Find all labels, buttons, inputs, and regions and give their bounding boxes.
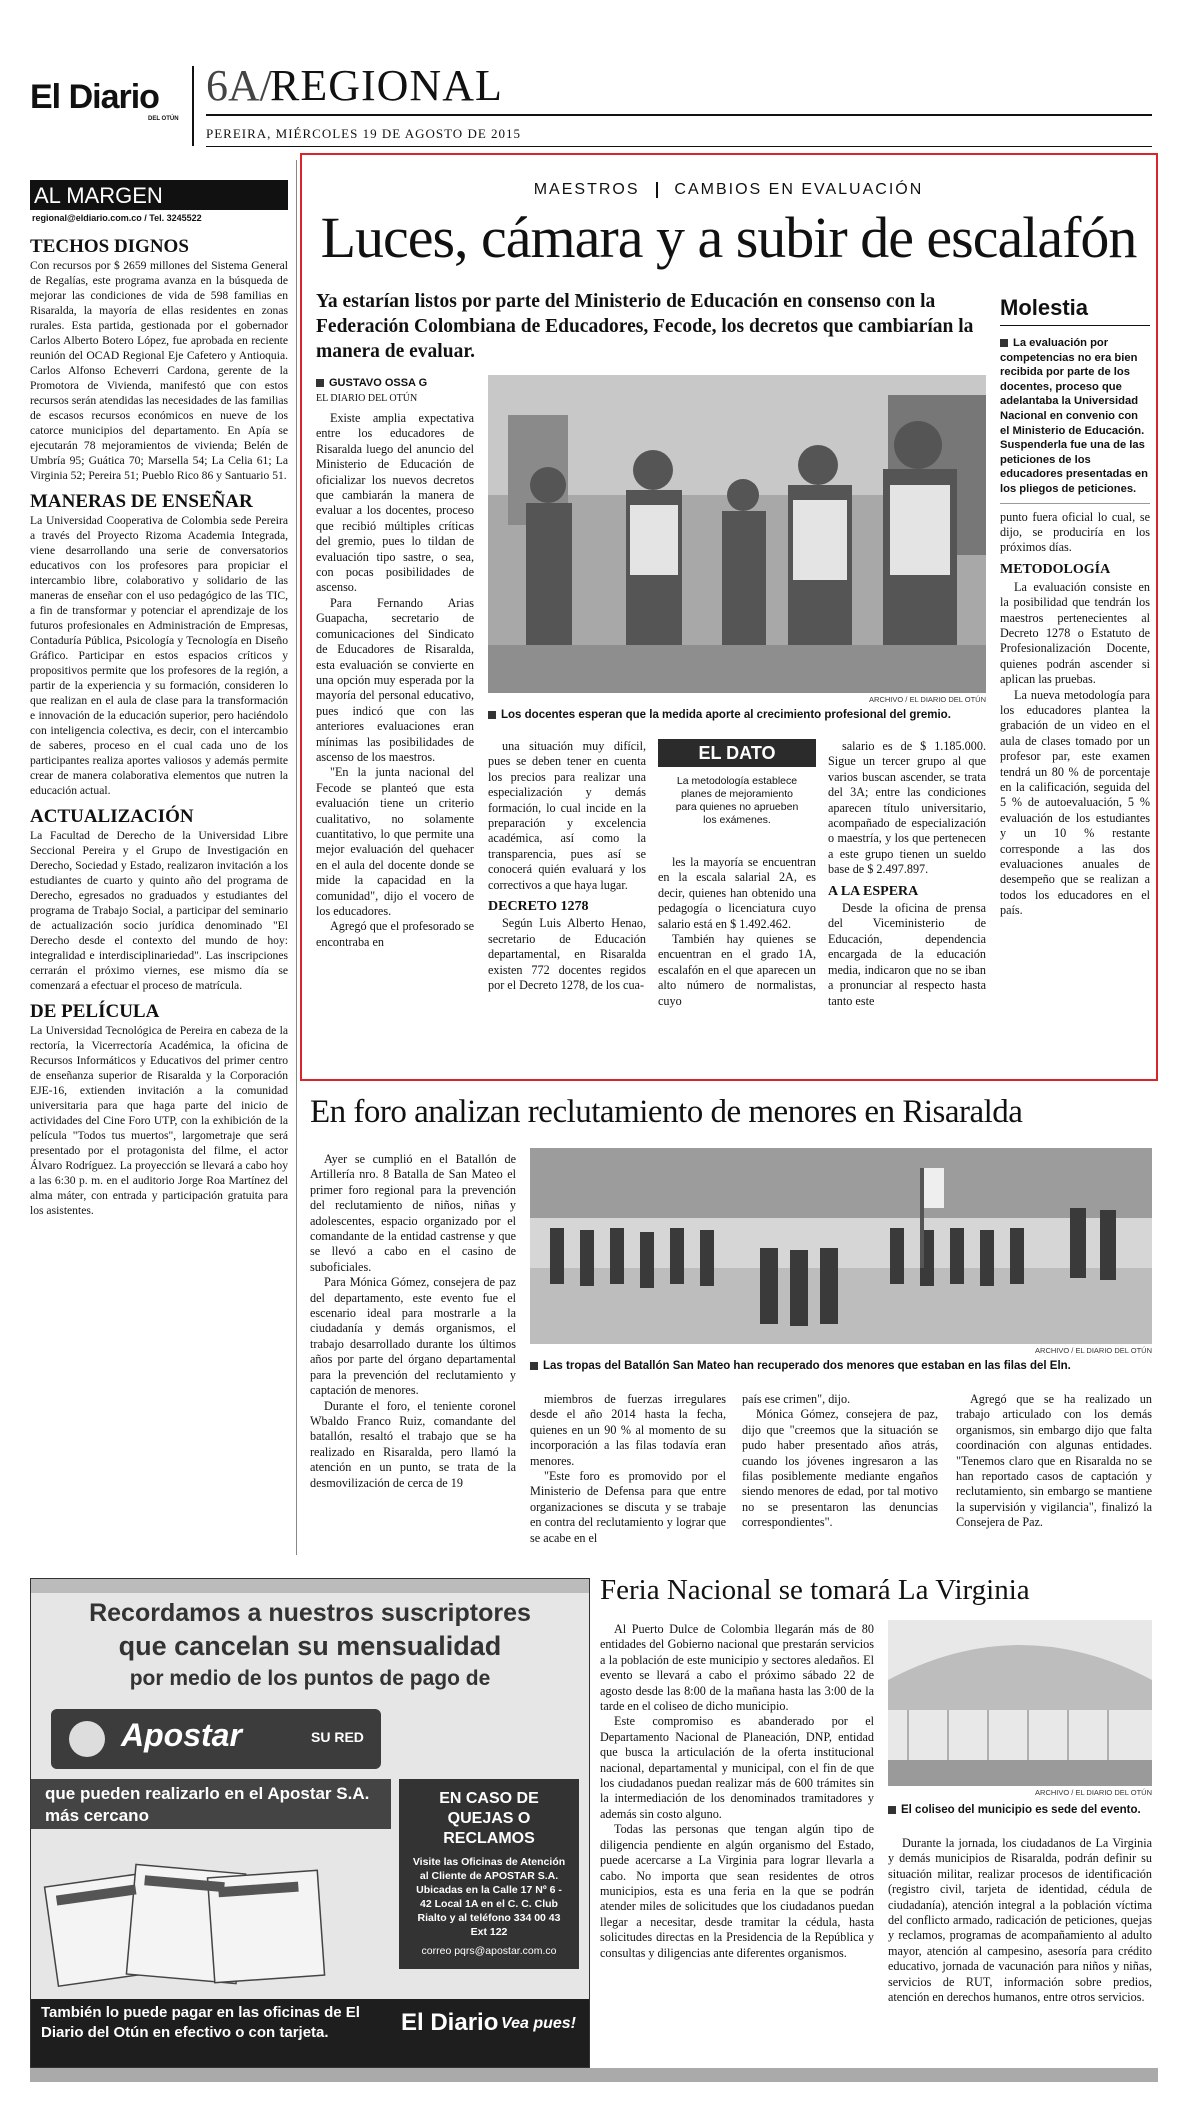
byline: GUSTAVO OSSA G: [316, 377, 427, 389]
headline: Luces, cámara y a subir de escalafón: [320, 205, 1137, 270]
troops-photo-credit: ARCHIVO / EL DIARIO DEL OTÚN: [1035, 1346, 1152, 1355]
sidebar-heading: ACTUALIZACIÓN: [30, 806, 194, 827]
metodologia-text: La evaluación consiste en la posibilidad que tendrán los maestros pertenecientes al Decreto 1278 o Estatuto de Profesionalización Docente, quienes podrán ascender si aplican las pruebas. La nueva metodología para los educadores plantea la grabación de un video en el aula de clases tomado por un profesor par, este examen tendrá un 80 % de porcentaje en la calificación, seguida del 5 % de autoevaluación, 5 % evaluación de los estudiantes y un 10 % restante corresponde a las dos evaluaciones anuales de desempeño que se realizan a todos los educadores en el país.: [1000, 579, 1150, 918]
foro-col-1: Ayer se cumplió en el Batallón de Artillería nro. 8 Batalla de San Mateo el primer foro regional para la prevención del reclutamiento de niños, niñas y adolescentes, espacio organizado por el comandante de la entidad castrense y que se llevó a cabo en el casino de suboficiales. Para Mónica Gómez, consejera de paz del departamento, este evento fue el escenario ideal para mostrarle a la ciudadanía y demás organismos, el trabajo desarrollado durante los últimos años por parte del órgano departamental para la prevención del reclutamiento y captación de menores. Durante el foro, el teniente coronel Wbaldo Franco Ruiz, comandante del batallón, resaltó el trabajo que se ha realizado en Risaralda, pero llamó la atención en un punto, se trata de la desmovilización de cerca de 19: [310, 1152, 516, 1490]
lead-col-4: salario es de $ 1.185.000. Sigue un tercer grupo al que varios buscan ascender, se trata del 3A; entre las condiciones aparecen título universitario, acompañado de especialización o maestría, y los que pertenecen a este grupo tienen un sueldo base de $ 2.497.897. A LA ESPERA Desde la oficina de prensa del Viceministerio de Educación, dependencia encargada de la educación media, indicaron que no se iban a pronunciar al respecto hasta tanto este: [828, 739, 986, 1008]
quejas-mail: correo pqrs@apostar.com.co: [421, 1945, 557, 1957]
apostar-icon: [69, 1721, 105, 1757]
foro-headline: En foro analizan reclutamiento de menores en Risaralda: [310, 1094, 1023, 1130]
kicker: [302, 181, 1155, 199]
photo-caption: Los docentes esperan que la medida aporte al crecimiento profesional del gremio.: [488, 709, 1008, 721]
apostar-logo: [51, 1709, 381, 1769]
masthead: [30, 58, 1152, 148]
feria-col-2: Durante la jornada, los ciudadanos de La Virginia y demás municipios de Risaralda, podrán definir su situación militar, realizar procesos de identificación (registro civil, tarjeta de identidad, cédula de ciudadanía), atención integral a la población víctima del conflicto armado, radicación de peticiones, quejas y reclamos, programas de acompañamiento al adulto mayor, atención al campesino, asesoría para crédito educativo, jornada de vacunación para niños y niñas, servicios de RUT, información sobre predios, atención en derechos humanos, entre otros servicios.: [888, 1836, 1152, 2005]
foro-col-3: país ese crimen", dijo. Mónica Gómez, consejera de paz, dijo que "creemos que la situación se pudo haber presentado años atrás, cuando los jóvenes ingresaron a las filas posiblemente mediante engaños siendo menores de edad, por tal motivo no se presentaron las denuncias correspondientes".: [742, 1392, 938, 1530]
newspapers-icon: [41, 1849, 381, 1989]
ad-bottom: También lo puede pagar en las oficinas de El Diario del Otún en efectivo o con tarjeta.: [41, 2004, 360, 2041]
byline-outlet: EL DIARIO DEL OTÚN: [316, 393, 418, 404]
apostar-brand: Apostar: [121, 1717, 242, 1753]
sidebar-item: [30, 236, 288, 483]
lead-col-2: una situación muy difícil, pues se deben tener en cuenta los precios para realizar una especialización y demás formación, lo cual incide en la preparación y excelencia académica, así como la transparencia, pues así se conocerá quién evaluará y los correctivos a que haya lugar. DECRETO 1278 Según Luis Alberto Henao, secretario de Educación departamental, en Risaralda existen 772 docentes regidos por el Decreto 1278, de los cua-: [488, 739, 646, 993]
section-title: REGIONAL: [270, 61, 503, 110]
ad-line-2: que cancelan su mensualidad: [118, 1631, 502, 1661]
sidebar-heading: TECHOS DIGNOS: [30, 236, 189, 257]
feria-col-1: Al Puerto Dulce de Colombia llegarán más de 80 entidades del Gobierno nacional que prestarán servicios a la población de este municipio y sectores aledaños. El evento se llevará a cabo el próximo sábado 22 de agosto desde las 8:00 de la mañana hasta las 3:00 de la tarde en el coliseo de dicho municipio. Este compromiso es abanderado por el Departamento Nacional de Planeación, DNP, entidad que busca la articulación de la oferta institucional nacional, departamental y municipal, con el fin de que los ciudadanos puedan realizar más de 600 trámites sin la intermediación de los denominados tramitadores y además sin costo alguno. Todas las personas que tengan algún tipo de diligencia pendiente en algún organismo del Estado, puede acercarse a La Virginia para lograr llevarla a cabo. No importa que sean residentes de otros municipios, esta es una feria en la que se podrán atender miles de solicitudes que los ciudadanos puedan llegar a necesitar, desde tramitar la cédula, hasta solicitudes directas en la Presidencia de la República y consultas y diligencias ante diferentes organismos.: [600, 1622, 874, 1960]
apostar-brand-2: SU RED: [311, 1729, 364, 1745]
troops-photo: [530, 1148, 1152, 1344]
logo-sub: DEL OTÚN: [148, 116, 179, 122]
foro-story: [310, 1092, 1158, 1562]
apostar-ad: [30, 1578, 590, 2068]
sidebar-heading: DE PELÍCULA: [30, 1001, 160, 1022]
kicker-left: MAESTROS: [533, 181, 640, 198]
crowd-illustration: [488, 375, 986, 693]
foro-col-4: Agregó que se ha realizado un trabajo articulado con los demás organismos, sin embargo dijo que falta coordinación con algunas entidades. "Tenemos claro que en Risaralda no se han reportado casos de captación y reclutamiento, sin embargo se mantiene la supervisión y vigilancia", finalizó la Consejera de Paz.: [956, 1392, 1152, 1530]
deck: Ya estarían listos por parte del Ministerio de Educación en consenso con la Federación Colombiana de Educadores, Fecode, los decretos que cambiarían la manera de evaluar.: [316, 291, 974, 362]
lead-story: [300, 153, 1158, 1081]
sidebar-text: La Facultad de Derecho de la Universidad Libre Seccional Pereira y el Grupo de Investigación en Derecho, Sociedad y Estado, realizaron invitación a los estudiantes de cuarto y quinto año del programa de Derecho, egresados no graduados y estudiantes del programa de Trabajo Social, a participar del seminario de actualización socio jurídica denominado "El Derecho desde el contexto del mundo de hoy: integralidad e interdisciplinariedad". Las inscripciones cerrarán el próximo viernes, ese mismo día se comenzará a efectuar el proceso de matrícula.: [30, 829, 288, 992]
sidebar-heading: MANERAS DE ENSEÑAR: [30, 491, 253, 512]
sidebar-item: [30, 806, 288, 993]
molestia-text: La evaluación por competencias no era bien recibida por parte de los docentes, proceso que adelantaba la Universidad Nacional en convenio con el Ministerio de Educación. Suspenderla fue una de las peticiones de los educadores presentadas en los pliegos de peticiones.: [1000, 337, 1148, 495]
ad-line-3: por medio de los puntos de pago de: [129, 1667, 491, 1690]
kicker-right: CAMBIOS EN EVALUACIÓN: [674, 181, 924, 198]
sidebar-text: La Universidad Cooperativa de Colombia sede Pereira a través del Proyecto Rizoma Academia Integrada, viene desarrollando una serie de conversatorios educativos con los profesores para propiciar el intercambio libre, colaborativo y solidario de las maneras de enseñar con el uso pedagógico de las TIC, a fin de transformar y potenciar el aprendizaje de los futuros profesionales en Administración de Empresas, Contaduría Pública, Psicología y Tecnología en Diseño Gráfico. Participar en estos espacios críticos y propositivos permite que los profesores de la región, a partir de la experiencia y su formación, consideren lo que realizan en el aula de clase para la transformación e innovación de la educación superior, pero haciéndolo con inteligencia colectiva, es decir, con el intercambio de saberes, proceso en el cual cada uno de los participantes realiza aportes valiosos y además permite crear de manera colaborativa elementos que nutren la educación actual.: [30, 514, 288, 797]
logo: El Diario: [30, 78, 159, 116]
ad-logo-eldiario: El Diario: [401, 2009, 499, 2036]
sidebar-text: Con recursos por $ 2659 millones del Sistema General de Regalías, este programa avanza en la búsqueda de mejorar las condiciones de vida de 598 familias en Risaralda, la mayoría de ellas residentes en zonas rurales. Esta partida, gestionada por el gobernador Carlos Alberto Botero López, fue aprobada en reciente reunión del OCAD Regional Eje Cafetero y Antioquia. Carlos Alfonso Echeverri Cardona, gerente de la Promotora de Vivienda, manifestó que con estos recursos serán atendidas las necesidades de las familias de escasos recursos económicos en nueve de los catorce municipios del departamento. En Apía se ejecutarán 78 mejoramientos de vivienda; Belén de Umbría 95; Guática 70; Marsella 54; La Celia 61; La Virginia 52; Pereira 51; Pueblo Rico 86 y Santuario 51.: [30, 259, 288, 482]
sidebar-contact: regional@eldiario.com.co / Tel. 3245522: [32, 213, 202, 223]
coliseo-photo: [888, 1620, 1152, 1786]
coliseo-illustration: [888, 1620, 1152, 1786]
quejas-title: EN CASO DE QUEJAS O RECLAMOS: [439, 1790, 539, 1847]
photo-credit: ARCHIVO / EL DIARIO DEL OTÚN: [869, 695, 986, 704]
sidebar-title: AL MARGEN: [30, 182, 288, 210]
coliseo-photo-caption: El coliseo del municipio es sede del evento.: [888, 1804, 1152, 1816]
dato-text: La metodología establece planes de mejoramiento para quienes no aprueben los exámenes.: [675, 775, 799, 826]
lead-col-1: Existe amplia expectativa entre los educadores de Risaralda luego del anuncio del Ministerio de Educación de oficializar los nuevos decretos que cambiarán la manera de evaluar a los docentes, proceso que recibió múltiples críticas del gremio, pues lo tildan de evaluación tipo sastre, o sea, con pocas posibilidades de ascenso. Para Fernando Arias Guapacha, secretario de comunicaciones del Sindicato de Educadores de Risaralda, esta evaluación se convierte en una opción muy esperada por la mayoría del personal educativo, pues indicó que con las anteriores evaluaciones eran mínimas las posibilidades de ascenso de los maestros. "En la junta nacional del Fecode se planteó que esta evaluación tiene un criterio cualitativo, no solamente cuantitativo, lo que permite una mejor evaluación del quehacer en el aula del docente donde se mide la capacidad en la comunidad", dijo el vocero de los educadores. Agregó que el profesorado se encontraba en: [316, 411, 474, 949]
dato-box: [658, 739, 816, 849]
sidebar-item: [30, 1001, 288, 1218]
newspapers-collage: [41, 1849, 381, 1989]
dato-title: EL DATO: [658, 739, 816, 767]
sidebar-text: La Universidad Tecnológica de Pereira en cabeza de la rectoría, la Vicerrectoría Académica, la oficina de Recursos Informáticos y Educativos del primer centro de enseñanza superior de Risaralda y la Corporación EJE-16, extienden invitación a la comunidad universitaria para que haga parte del inicio de actividades del Cine Foro UTP, con la exhibición de la película "Todos tus muertos", largometraje que será presentado por el protagonista del filme, el actor Álvaro Rodríguez. La proyección se llevará a cabo hoy a las 6:30 p. m. en el auditorio Jorge Roa Martínez del alma máter, con entrada y participación gratuita para los asistentes.: [30, 1024, 288, 1217]
quejas-box: [399, 1779, 579, 1969]
lead-col-3: les la mayoría se encuentran en la escala salarial 2A, es decir, quienes han obtenido una pedagogía o licenciatura cuyo salario está en $ 1.492.462. También hay quienes se encuentran en el grado 1A, escalafón en el que aparecen un alto número de normalistas, cuyo: [658, 855, 816, 1008]
subhead-metodologia: METODOLOGÍA: [1000, 561, 1111, 577]
footer-bar: [30, 2068, 1158, 2082]
molestia-title: Molestia: [1000, 295, 1150, 326]
troops-illustration: [530, 1148, 1152, 1344]
ad-line-1: Recordamos a nuestros suscriptores: [89, 1599, 531, 1627]
sidebar-item: [30, 491, 288, 798]
subhead-decreto: DECRETO 1278: [488, 899, 589, 915]
troops-photo-caption: Las tropas del Batallón San Mateo han recuperado dos menores que estaban en las filas del Eln.: [530, 1360, 1152, 1372]
feria-story: [600, 1572, 1158, 2072]
sidebar: [30, 160, 288, 1555]
subhead-espera: A LA ESPERA: [828, 883, 919, 899]
molestia-box: [1000, 295, 1150, 919]
foro-col-2: miembros de fuerzas irregulares desde el año 2014 hasta la fecha, quienes en un 90 % al momento de su incorporación a las filas todavía eran menores. "Este foro es promovido por el Ministerio de Defensa para que entre organizaciones se discuta y se trabaje en contra del reclutamiento y lograr que se acabe en el: [530, 1392, 726, 1545]
molestia-cont: punto fuera oficial lo cual, se dijo, se produciría en los próximos días.: [1000, 509, 1150, 555]
teachers-photo: [488, 375, 986, 693]
ad-line-4: que pueden realizarlo en el Apostar S.A. más cercano: [45, 1784, 370, 1825]
page-number: 6A/: [206, 61, 272, 110]
ad-logo-veapues: Vea pues!: [501, 2015, 576, 2032]
feria-headline: Feria Nacional se tomará La Virginia: [600, 1574, 1030, 1606]
dateline: PEREIRA, MIÉRCOLES 19 DE AGOSTO DE 2015: [206, 126, 522, 141]
quejas-text: Visite las Oficinas de Atención al Cliente de APOSTAR S.A. Ubicadas en la Calle 17 Nº 6 - 42 Local 1A en el C. C. Club Rialto y al teléfono 334 00 43 Ext 122: [412, 1856, 566, 1938]
coliseo-photo-credit: ARCHIVO / EL DIARIO DEL OTÚN: [1035, 1788, 1152, 1797]
